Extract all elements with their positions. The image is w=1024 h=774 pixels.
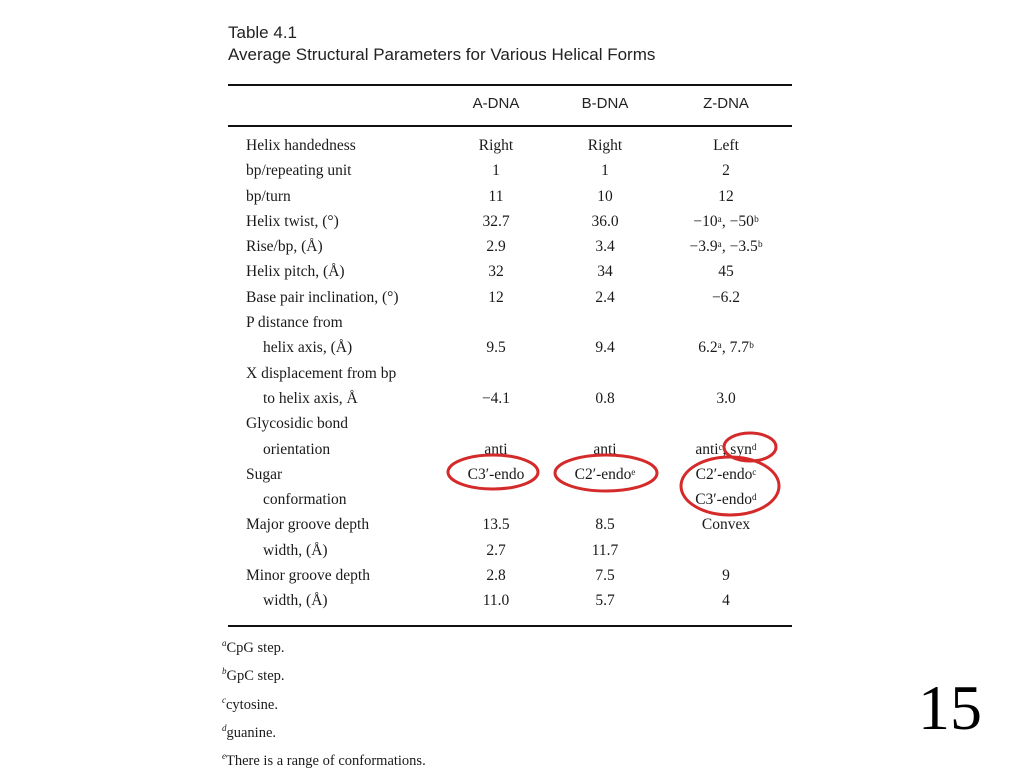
column-header-z-dna: Z-DNA xyxy=(703,95,749,112)
table-row xyxy=(246,285,792,310)
cell-b-dna: 7.5 xyxy=(595,567,615,585)
cell-a-dna: 32.7 xyxy=(482,212,510,230)
cell-b-dna: 8.5 xyxy=(595,516,615,534)
footnote-mark: e xyxy=(222,751,226,762)
cell-a-dna: 11 xyxy=(488,187,504,205)
cell-z-dna: 2 xyxy=(722,162,730,180)
row-label: P distance from xyxy=(246,314,343,332)
table-row xyxy=(246,310,792,335)
cell-z-dna: −10ᵃ, −50ᵇ xyxy=(693,212,759,230)
table-row xyxy=(246,512,792,537)
table-body xyxy=(246,133,792,614)
cell-z-dna: 45 xyxy=(718,263,734,281)
row-label: Helix handedness xyxy=(246,137,356,154)
table-row xyxy=(246,335,792,360)
footnote-text: cytosine. xyxy=(226,696,278,713)
footnote-mark: a xyxy=(222,638,227,648)
row-label: width, (Å) xyxy=(263,541,328,559)
footnote-text: GpC step. xyxy=(226,668,285,685)
footnote-item xyxy=(222,689,426,717)
table-row xyxy=(246,234,792,259)
cell-b-dna: 36.0 xyxy=(591,212,619,230)
column-header-a-dna: A-DNA xyxy=(472,95,520,112)
cell-a-dna: 13.5 xyxy=(482,516,510,534)
cell-b-dna: 1 xyxy=(601,162,609,180)
table-row xyxy=(246,386,792,411)
page-number: 15 xyxy=(918,672,982,743)
row-label: Major groove depth xyxy=(246,516,370,534)
row-label: X displacement from bp xyxy=(246,364,397,382)
table-row xyxy=(246,437,792,462)
cell-a-dna: 12 xyxy=(488,288,504,306)
footnote-mark: c xyxy=(222,694,226,705)
footnotes xyxy=(222,632,426,774)
table-row xyxy=(246,361,792,386)
footnote-text: guanine. xyxy=(226,724,277,741)
row-label: Helix twist, (°) xyxy=(246,212,339,230)
row-label: Minor groove depth xyxy=(246,567,370,585)
cell-b-dna: 0.8 xyxy=(595,389,615,407)
cell-z-dna: 3.0 xyxy=(716,389,736,407)
cell-b-dna: 11.7 xyxy=(591,541,619,559)
table-row xyxy=(246,563,792,588)
table-row xyxy=(246,209,792,234)
cell-b-dna: 34 xyxy=(597,263,613,281)
cell-z-dna: 6.2ᵃ, 7.7ᵇ xyxy=(698,339,754,357)
column-header-b-dna: B-DNA xyxy=(581,95,629,112)
cell-a-dna: Right xyxy=(478,137,514,154)
cell-a-dna: 11.0 xyxy=(482,592,510,610)
row-label: conformation xyxy=(263,491,347,509)
cell-z-dna: antiᶜ, synᵈ xyxy=(695,440,757,458)
cell-b-dna: 2.4 xyxy=(595,288,615,306)
row-label: Rise/bp, (Å) xyxy=(246,238,323,256)
cell-a-dna: 2.7 xyxy=(486,541,506,559)
row-label: to helix axis, Å xyxy=(263,389,358,407)
cell-a-dna: 1 xyxy=(492,162,500,180)
cell-a-dna: 2.9 xyxy=(486,238,506,256)
row-label: Glycosidic bond xyxy=(246,415,349,433)
cell-z-dna: −6.2 xyxy=(711,288,741,306)
cell-a-dna: 32 xyxy=(488,263,504,281)
footnote-item xyxy=(222,660,426,688)
cell-z-dna: C3′-endoᵈ xyxy=(695,491,757,509)
cell-b-dna: C2′-endoᵉ xyxy=(574,465,636,483)
table-row xyxy=(246,259,792,284)
cell-z-dna: C2′-endoᶜ xyxy=(695,465,757,483)
table-title: Average Structural Parameters for Various Helical Forms xyxy=(228,45,656,64)
row-label: Base pair inclination, (°) xyxy=(246,288,399,306)
cell-z-dna: Convex xyxy=(701,516,751,534)
footnote-item xyxy=(222,745,426,773)
cell-b-dna: 9.4 xyxy=(595,339,615,357)
row-label: bp/repeating unit xyxy=(246,162,352,180)
table-caption xyxy=(228,22,655,66)
cell-a-dna: 2.8 xyxy=(486,567,506,585)
cell-z-dna: 9 xyxy=(722,567,730,585)
table-label: Table 4.1 xyxy=(228,23,297,42)
table-row xyxy=(246,411,792,436)
footnote-mark: b xyxy=(222,666,227,677)
row-label: width, (Å) xyxy=(263,592,328,610)
row-label: helix axis, (Å) xyxy=(263,339,353,357)
table-row xyxy=(246,588,792,613)
cell-z-dna: 4 xyxy=(722,592,730,610)
footnote-mark: d xyxy=(222,722,227,733)
table-row xyxy=(246,184,792,209)
cell-a-dna: C3′-endo xyxy=(467,465,525,483)
cell-b-dna: 5.7 xyxy=(595,592,615,610)
table-bottom-rule xyxy=(228,625,792,627)
table-row xyxy=(246,487,792,512)
cell-b-dna: 3.4 xyxy=(595,238,615,256)
cell-a-dna: 9.5 xyxy=(486,339,506,357)
footnote-text: CpG step. xyxy=(226,639,285,656)
row-label: Sugar xyxy=(246,465,283,483)
table-top-rule xyxy=(228,84,792,86)
footnote-item xyxy=(222,632,426,660)
cell-a-dna: −4.1 xyxy=(481,389,511,407)
cell-z-dna: 12 xyxy=(718,187,734,205)
cell-b-dna: anti xyxy=(593,440,617,458)
cell-a-dna: anti xyxy=(484,440,508,458)
table-row xyxy=(246,158,792,183)
row-label: orientation xyxy=(263,440,331,458)
row-label: bp/turn xyxy=(246,187,291,205)
cell-b-dna: 10 xyxy=(597,187,613,205)
cell-z-dna: −3.9ᵃ, −3.5ᵇ xyxy=(689,238,763,256)
footnote-text: There is a range of conformations. xyxy=(226,753,426,770)
cell-z-dna: Left xyxy=(713,137,739,154)
table-row xyxy=(246,133,792,158)
table-header-rule xyxy=(228,125,792,127)
table-row xyxy=(246,462,792,487)
table-row xyxy=(246,538,792,563)
footnote-item xyxy=(222,717,426,745)
cell-b-dna: Right xyxy=(587,137,623,154)
row-label: Helix pitch, (Å) xyxy=(246,263,345,281)
